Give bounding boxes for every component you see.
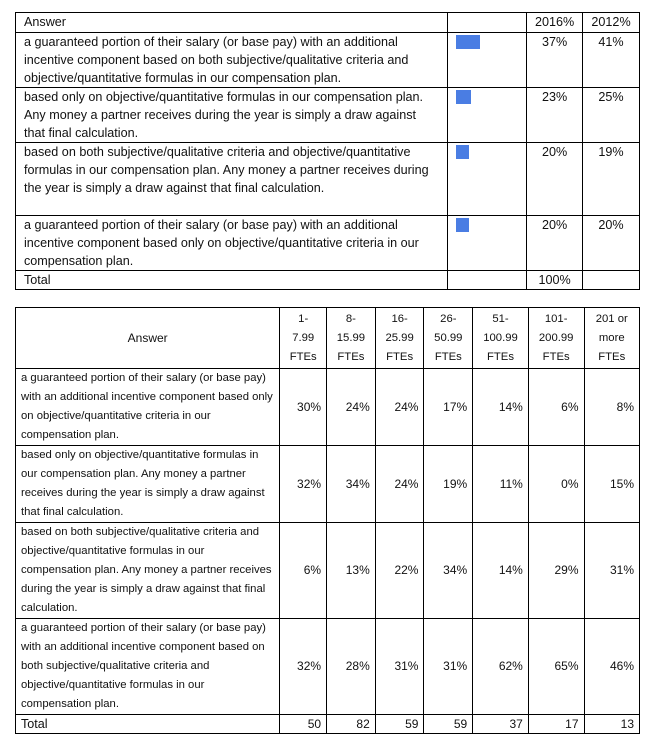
value-2016: 23% <box>527 88 583 143</box>
header-line: 26- <box>440 312 457 325</box>
value-cell: 15% <box>584 446 639 523</box>
bar-cell <box>447 88 527 143</box>
value-cell: 24% <box>327 369 376 446</box>
value-cell: 65% <box>528 619 584 715</box>
bar-2016 <box>456 90 471 104</box>
answer-cell: based on both subjective/qualitative criteria and objective/quantitative formulas in our compensation plan. Any money a partner receives during the year is simply a draw against that final calculation. <box>16 523 280 619</box>
bar-cell <box>447 216 527 271</box>
table-header-row <box>16 308 640 369</box>
header-line: 101- <box>544 312 568 325</box>
answer-cell: a guaranteed portion of their salary (or base pay) with an additional incentive component based on both subjective/qualitative criteria and objective/quantitative formulas in our compensation plan. <box>16 619 280 715</box>
header-size-1 <box>280 308 327 369</box>
header-line: FTEs <box>542 350 570 363</box>
value-cell: 31% <box>424 619 473 715</box>
value-cell: 24% <box>375 446 424 523</box>
header-line: 201 or <box>595 312 628 325</box>
total-cell: 59 <box>375 715 424 734</box>
compensation-by-firm-size-table <box>15 307 640 734</box>
value-2012: 25% <box>583 88 640 143</box>
answer-cell: based only on objective/quantitative formulas in our compensation plan. Any money a partner receives during the year is simply a draw against that final calculation. <box>16 88 448 143</box>
value-cell: 32% <box>280 619 327 715</box>
header-answer: Answer <box>16 308 280 369</box>
total-cell: 82 <box>327 715 376 734</box>
header-line: FTEs <box>487 350 514 363</box>
header-line: 16- <box>391 312 408 325</box>
value-cell: 34% <box>327 446 376 523</box>
total-2016: 100% <box>527 271 583 290</box>
header-line: FTEs <box>386 350 414 363</box>
header-line: 8- <box>345 312 356 325</box>
total-cell: 59 <box>424 715 473 734</box>
header-answer: Answer <box>16 13 448 33</box>
header-line: FTEs <box>598 350 626 363</box>
header-line: more <box>598 331 625 344</box>
total-row <box>16 715 640 734</box>
header-line: FTEs <box>289 350 317 363</box>
value-2012: 41% <box>583 33 640 88</box>
header-line: FTEs <box>337 350 365 363</box>
total-cell: 17 <box>528 715 584 734</box>
answer-cell: a guaranteed portion of their salary (or base pay) with an additional incentive component based on both subjective/qualitative criteria and objective/quantitative formulas in our compensation plan. <box>16 33 448 88</box>
header-size-5 <box>473 308 529 369</box>
value-cell: 34% <box>424 523 473 619</box>
bar-2016 <box>456 145 469 159</box>
header-size-7 <box>584 308 639 369</box>
table-row <box>16 446 640 523</box>
value-cell: 62% <box>473 619 529 715</box>
answer-cell: based only on objective/quantitative formulas in our compensation plan. Any money a partner receives during the year is simply a draw against that final calculation. <box>16 446 280 523</box>
value-cell: 28% <box>327 619 376 715</box>
value-cell: 32% <box>280 446 327 523</box>
total-row <box>16 271 640 290</box>
value-cell: 24% <box>375 369 424 446</box>
table-row <box>16 619 640 715</box>
total-cell: 13 <box>584 715 639 734</box>
table-row <box>16 88 640 143</box>
answer-cell: based on both subjective/qualitative criteria and objective/quantitative formulas in our compensation plan. Any money a partner receives during the year is simply a draw against that final calculation. <box>16 143 448 216</box>
header-size-2 <box>327 308 376 369</box>
value-2012: 20% <box>583 216 640 271</box>
compensation-2016-2012-table <box>15 12 640 290</box>
value-cell: 6% <box>528 369 584 446</box>
header-bar <box>447 13 527 33</box>
value-2016: 20% <box>527 216 583 271</box>
value-cell: 17% <box>424 369 473 446</box>
header-2012: 2012% <box>583 13 640 33</box>
value-2012: 19% <box>583 143 640 216</box>
header-size-3 <box>375 308 424 369</box>
value-cell: 30% <box>280 369 327 446</box>
bar-2016 <box>456 35 480 49</box>
total-label: Total <box>16 271 448 290</box>
bar-cell <box>447 143 527 216</box>
header-line: 200.99 <box>538 331 574 344</box>
value-cell: 31% <box>375 619 424 715</box>
value-cell: 14% <box>473 369 529 446</box>
header-line: 15.99 <box>336 331 366 344</box>
bar-cell <box>447 33 527 88</box>
total-label: Total <box>16 715 280 734</box>
value-cell: 11% <box>473 446 529 523</box>
value-2016: 20% <box>527 143 583 216</box>
value-cell: 29% <box>528 523 584 619</box>
bar-cell <box>447 271 527 290</box>
header-line: FTEs <box>434 350 462 363</box>
header-line: 100.99 <box>483 331 518 344</box>
total-2012 <box>583 271 640 290</box>
table-row <box>16 523 640 619</box>
table-row <box>16 143 640 216</box>
header-line: 25.99 <box>385 331 414 344</box>
value-2016: 37% <box>527 33 583 88</box>
header-line: 50.99 <box>434 331 463 344</box>
value-cell: 8% <box>584 369 639 446</box>
value-cell: 13% <box>327 523 376 619</box>
value-cell: 6% <box>280 523 327 619</box>
header-line: 51- <box>492 312 509 325</box>
header-size-6 <box>528 308 584 369</box>
value-cell: 22% <box>375 523 424 619</box>
table-header-row <box>16 13 640 33</box>
value-cell: 19% <box>424 446 473 523</box>
table-row <box>16 369 640 446</box>
value-cell: 14% <box>473 523 529 619</box>
value-cell: 0% <box>528 446 584 523</box>
header-size-4 <box>424 308 473 369</box>
header-2016: 2016% <box>527 13 583 33</box>
table-row <box>16 33 640 88</box>
bar-2016 <box>456 218 469 232</box>
value-cell: 46% <box>584 619 639 715</box>
value-cell: 31% <box>584 523 639 619</box>
table-row <box>16 216 640 271</box>
header-line: 1- <box>298 312 309 325</box>
header-line: 7.99 <box>292 331 315 344</box>
answer-cell: a guaranteed portion of their salary (or base pay) with an additional incentive component based only on objective/quantitative criteria in our compensation plan. <box>16 369 280 446</box>
total-cell: 50 <box>280 715 327 734</box>
answer-cell: a guaranteed portion of their salary (or base pay) with an additional incentive component based only on objective/quantitative criteria in our compensation plan. <box>16 216 448 271</box>
total-cell: 37 <box>473 715 529 734</box>
